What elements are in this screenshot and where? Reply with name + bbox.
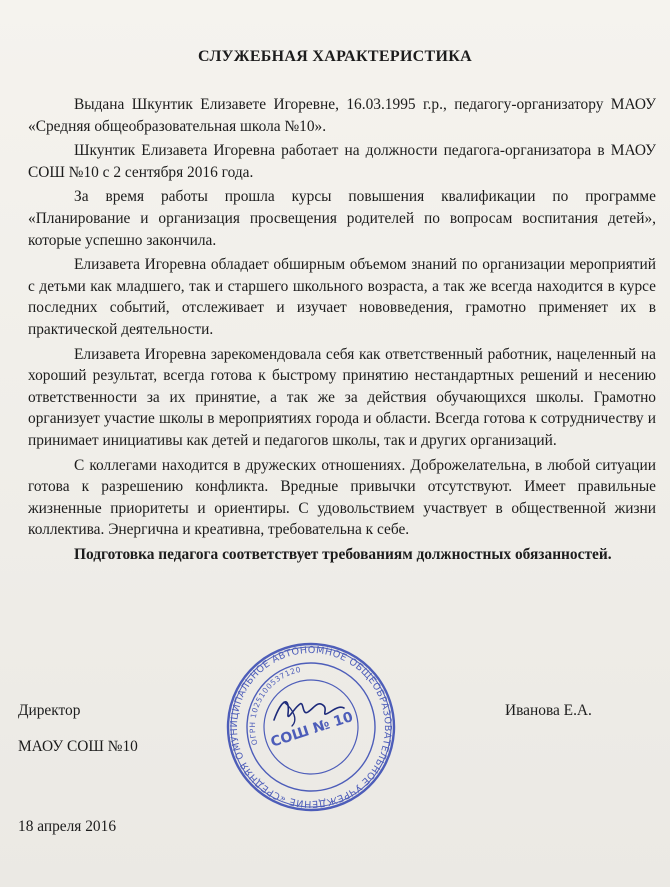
stamp-inner-text: ОГРН 1025100537120 — [247, 664, 302, 747]
stamp-ring-text: МУНИЦИПАЛЬНОЕ АВТОНОМНОЕ ОБЩЕОБРАЗОВАТЕЛЬНОЕ УЧРЕЖДЕНИЕ «СРЕДНЯЯ ОБЩЕОБРАЗОВАТЕЛЬНАЯ — [228, 644, 394, 810]
paragraph-position: Шкунтик Елизавета Игоревна работает на должности педагога-организатора в МАОУ СОШ №10 с 2 сентября 2016 года. — [28, 142, 656, 181]
paragraph-knowledge: Елизавета Игоревна обладает обширным объемом знаний по организации мероприятий с детьми как младшего, так и старшего школьного возраста, а так же всегда находится в курсе последних событий, отслеживает и изучает нововведения, грамотно применяет их в практической деятельности. — [28, 256, 656, 338]
document-body — [28, 94, 656, 568]
paragraph-courses: За время работы прошла курсы повышения квалификации по программе «Планирование и организация просвещения родителей по вопросам воспитания детей», которые успешно закончила. — [28, 188, 656, 249]
stamp-center-text: СОШ № 10 — [268, 709, 356, 751]
paragraph-responsibility: Елизавета Игоревна зарекомендовала себя как ответственный работник, нацеленный на хороший результат, всегда готова к быстрому принятию нестандартных решений и несению ответственности за их принятие, а так же за действия обучающихся школы. Грамотно организует участие школы в мероприятиях города и области. Всегда готова к сотрудничеству и принимает инициативы как детей и педагогов школы, так и других организаций. — [28, 345, 656, 449]
document-title: СЛУЖЕБНАЯ ХАРАКТЕРИСТИКА — [197, 48, 473, 65]
document-date: 18 апреля 2016 — [18, 818, 117, 835]
signer-organization: МАОУ СОШ №10 — [18, 738, 138, 755]
signer-role: Директор — [18, 702, 81, 719]
paragraph-issued-to: Выдана Шкунтик Елизавете Игоревне, 16.03.1995 г.р., педагогу-организатору МАОУ «Средняя общеобразовательная школа №10». — [28, 96, 656, 135]
signer-name: Иванова Е.А. — [505, 702, 592, 719]
paragraph-colleagues: С коллегами находится в дружеских отношениях. Доброжелательна, в любой ситуации готова к разрешению конфликта. Вредные привычки отсутствуют. Имеет правильные жизненные приоритеты и ориентиры. С удовольствием участвует в общественной жизни коллектива. Энергична и креативна, требовательна к себе. — [28, 456, 656, 539]
handwritten-signature — [268, 690, 348, 730]
paragraph-conclusion: Подготовка педагога соответствует требованиям должностных обязанностей. — [74, 545, 612, 563]
